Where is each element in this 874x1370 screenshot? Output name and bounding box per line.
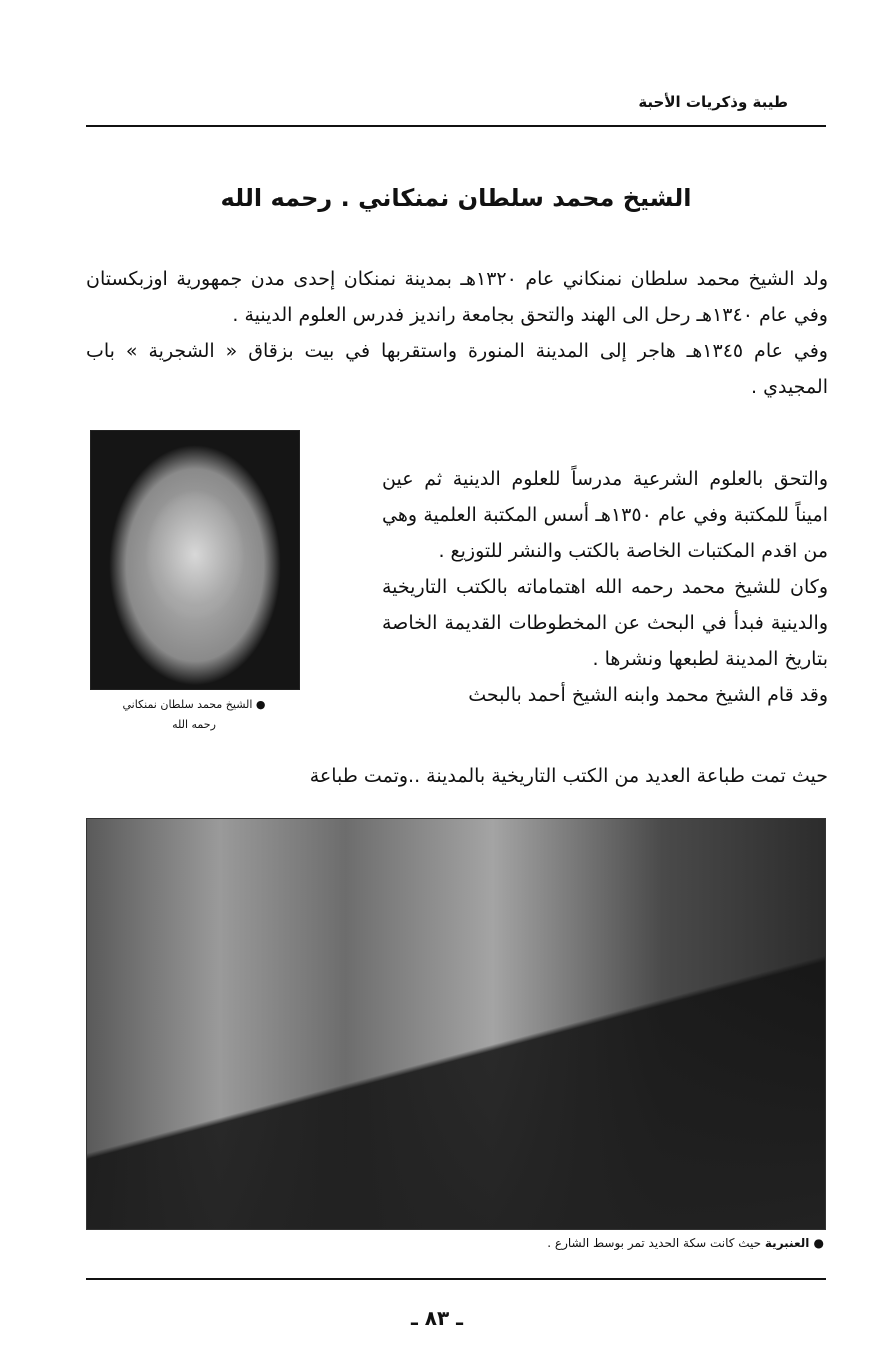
- paragraph-migration: وفي عام ١٣٤٥هـ هاجر إلى المدينة المنورة واستقربها في بيت بزقاق « الشجرية » باب المجيدي .: [86, 340, 828, 398]
- intro-text-block: [86, 261, 828, 405]
- paragraph-research: وقد قام الشيخ محمد وابنه الشيخ أحمد بالبحث: [468, 684, 828, 706]
- side-text-block: [382, 461, 828, 713]
- street-caption-description: حيث كانت سكة الحديد تمر بوسط الشارع .: [547, 1236, 765, 1250]
- paragraph-library: والتحق بالعلوم الشرعية مدرساً للعلوم الدينية ثم عين اميناً للمكتبة وفي عام ١٣٥٠هـ أسس المكتبة العلمية وهي من اقدم المكتبات الخاصة بالكتب والنشر للتوزيع .: [382, 468, 828, 562]
- portrait-caption-line2: رحمه الله: [172, 718, 216, 731]
- page-number: ـ ٨٣ ـ: [410, 1306, 464, 1330]
- portrait-caption-line1: ● الشيخ محمد سلطان نمنكاني: [122, 698, 266, 711]
- header-rule: [86, 125, 826, 127]
- paragraph-birth: ولد الشيخ محمد سلطان نمنكاني عام ١٣٢٠هـ بمدينة نمنكان إحدى مدن جمهورية اوزبكستان وفي عام ١٣٤٠هـ رحل الى الهند والتحق بجامعة رانديز فدرس العلوم الدينية .: [86, 268, 828, 326]
- article-title: الشيخ محمد سلطان نمنكاني . رحمه الله: [220, 184, 692, 212]
- continuation-text: حيث تمت طباعة العديد من الكتب التاريخية بالمدينة ..وتمت طباعة: [309, 765, 828, 787]
- street-photo: [86, 818, 826, 1230]
- portrait-caption: [90, 695, 298, 735]
- portrait-photo: [90, 430, 300, 690]
- street-caption-place: ● العنبرية: [764, 1236, 824, 1250]
- paragraph-manuscripts: وكان للشيخ محمد رحمه الله اهتماماته بالكتب التاريخية والدينية فبدأ في البحث عن المخطوطات القديمة الخاصة بتاريخ المدينة لطبعها ونشرها .: [382, 576, 828, 670]
- running-header: طيبة وذكريات الأحبة: [638, 93, 788, 111]
- footer-rule: [86, 1278, 826, 1280]
- street-photo-caption: [547, 1236, 824, 1250]
